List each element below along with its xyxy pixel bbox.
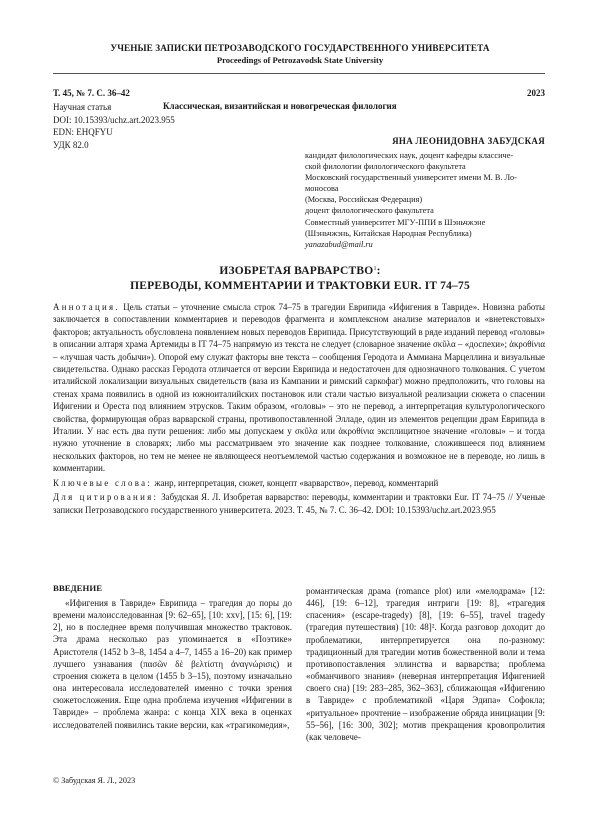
title-line-2: ПЕРЕВОДЫ, КОММЕНТАРИИ И ТРАКТОВКИ EUR. IT 74–75 [130, 280, 470, 292]
issue-year: 2023 [527, 88, 545, 98]
affiliation-line: (Шэньчжэнь, Китайская Народная Республика) [305, 228, 472, 238]
author-name: ЯНА ЛЕОНИДОВНА ЗАБУДСКАЯ [392, 136, 545, 146]
udk: УДК 82.0 [53, 139, 89, 150]
affiliation-line: кандидат филологических наук, доцент кафедры классиче- [305, 151, 514, 160]
intro-left-column: «Ифигения в Тавриде» Еврипида – трагедия до поры до времени малоисследованная [9: 62–65], [10: xxv], [15: 6], [19: 2], но в последнее время получившая множество трактовок. Эта драма несколько раз упоминается в «Поэтике» Аристотеля (1452 b 3–8, 1454 a 4–7, 1455 a 16–20) как пример лучшего узнавания (πασῶν δὲ βελτίστη ἀναγνώρισις) и строения сюжета в целом (1455 b 3–15), поэтому изначально она интересовала исследователей именно с точки зрения сюжетосложения. Еще одна проблема изучения «Ифигении в Тавриде» – проблема жанра: с конца XIX века в оценках исследователей появились такие версии, как «трагикомедия», [53, 598, 292, 730]
affiliation-line: Московский государственный университет имени М. В. Ло- [305, 173, 517, 183]
affiliation-line: доцент филологического факультета [305, 206, 434, 216]
journal-title-en: Proceedings of Petrozavodsk State University [216, 55, 384, 65]
article-title [0, 262, 600, 294]
citation-text: Забудская Я. Л. Изобретая варварство: переводы, комментарии и трактовки Eur. IT 74–75 // Ученые записки Петрозаводского государственного университета. 2023. Т. 45, № 7. С. 36–42. DOI: 10.15393/uchz.art.2023.955 [53, 492, 545, 515]
keywords-label: Ключевые слова: [53, 477, 153, 488]
affiliation-line: ской филологии филологического факультета [305, 162, 466, 172]
title-line-1 [0, 262, 600, 279]
abstract [53, 301, 545, 475]
citation [53, 491, 545, 516]
author-email[interactable]: yanazabud@mail.ru [305, 239, 373, 249]
keywords-text: жанр, интерпретация, сюжет, концепт «варварство», перевод, комментарий [154, 477, 439, 488]
affiliation-line: (Москва, Российская Федерация) [305, 195, 423, 205]
abstract-block [53, 301, 545, 516]
intro-right-column: романтическая драма (romance plot) или «мелодрама» [12: 446], [19: 6–12], трагедия интриги [19: 8], «трагедия спасения» (escape-tragedy) [8], [19: 6–55], travel tragedy (трагедия путешествия) [10: 48]². Когда разговор доходит до проблематики, интерпретируется она по-разному: традиционный для трагедии мотив божественной воли и тема противопоставления эллинства и варварства; проблема «обманчивого знания» (неверная интерпретация Ифигенией своего сна) [19: 283–285, 362–363], сближающая «Ифигению в Тавриде» с проблематикой «Царя Эдипа» Софокла; «ритуальное» прочтение – изображение обряда инициации [9: 55–56], [16: 300, 302]; мотив прекращения кровопролития (как человече- [306, 586, 545, 742]
keywords [53, 477, 545, 489]
author-affiliation [305, 150, 545, 250]
title-colon: : [376, 265, 381, 277]
doi: DOI: 10.15393/uchz.art.2023.955 [53, 114, 175, 125]
section-name: Классическая, византийская и новогреческая филология [163, 101, 397, 111]
issue-info: Т. 45, № 7. С. 36–42 [53, 88, 130, 98]
affiliation-line: Совместный университет МГУ-ППИ в Шэньчжэне [305, 217, 486, 227]
footnote-mark[interactable]: 1 [373, 266, 377, 272]
citation-label: Для цитирования: [53, 492, 159, 503]
intro-heading: ВВЕДЕНИЕ [53, 583, 103, 593]
abstract-text: Цель статьи – уточнение смысла строк 74–75 в трагедии Еврипида «Ифигения в Тавриде». Новизна работы заключается в сопоставлении комментариев и переводов фрагмента и комплексном анализе материалов и «внетекстовых» факторов; актуальность обусловлена появлением новых переводов Еврипида. Присутствующий в ряде изданий перевод «головы» в описании алтаря храма Артемиды в IT 74–75 напрямую из текста не следует (словарное значение σκῦλα – «доспехи»; ἀκροθίνια – «лучшая часть добычи»). Опорой ему служат факторы вне текста – сообщения Геродота и Аммиана Марцеллина и визуальные свидетельства. Однако рассказ Геродота отличается от версии Еврипида и недостаточен для однозначного толкования. С учетом италийской локализации визуальных свидетельств (ваза из Кампании и римский саркофаг) можно предположить, что головы на стенах храма появились в одной из южноиталийских постановок или стали частью визуальной реализации сюжета о спасении Ифигении и Ореста под влиянием этрусков. Таким образом, «головы» – это не перевод, а интерпретация культурологического свойства, формирующая образ варварской страны, противопоставленной Элладе, один из элементов рецепции драм Еврипида в Италии. У нас есть два пути решения: либо мы допускаем у σκῦλα или ἀκροθίνια эксплицитное значение «головы» – и тогда нужно уточнение в словарях; либо мы рассматриваем это значение как позднее толкование, сложившееся под влиянием нескольких факторов, но тем не менее не являющееся неотъемлемой частью содержания и возможное не в переводе, но лишь в комментарии. [53, 302, 545, 474]
affiliation-line: моносова [305, 184, 339, 194]
title-text: ИЗОБРЕТАЯ ВАРВАРСТВО [219, 265, 374, 277]
abstract-label: Аннотация. [53, 302, 120, 312]
copyright: © Забудская Я. Л., 2023 [53, 776, 136, 785]
header-divider [53, 73, 545, 74]
journal-title-ru: УЧЕНЫЕ ЗАПИСКИ ПЕТРОЗАВОДСКОГО ГОСУДАРСТВЕННОГО УНИВЕРСИТЕТА [110, 43, 490, 53]
edn: EDN: EHQFYU [53, 127, 113, 137]
article-type: Научная статья [53, 102, 112, 112]
